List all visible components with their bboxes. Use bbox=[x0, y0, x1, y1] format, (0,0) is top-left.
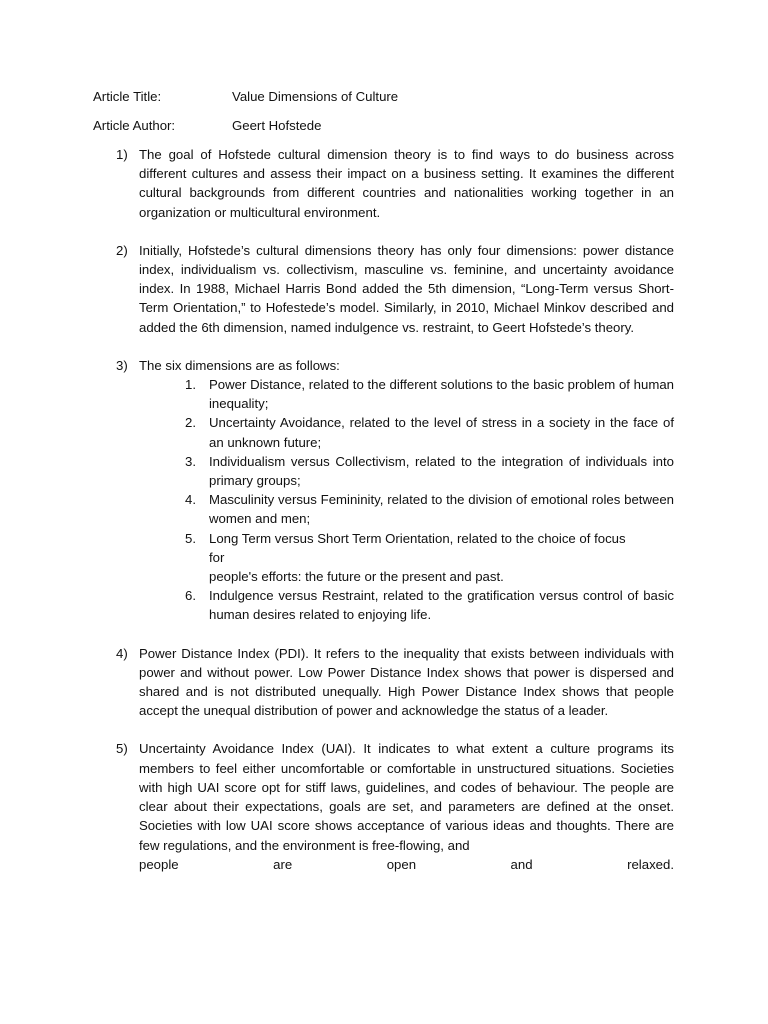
item-number: 5) bbox=[116, 741, 128, 757]
sublist-item bbox=[0, 490, 768, 528]
article-title-label: Article Title: bbox=[93, 89, 162, 104]
item-number: 3) bbox=[116, 357, 128, 373]
sublist-item bbox=[0, 529, 768, 587]
item-text: Power Distance Index (PDI). It refers to the inequality that exists between individuals with power and without power. Low Power Distance Index shows that power is dispersed and shared and is not distributed unequally. High Power Distance Index shows that people accept the unequal distribution of power and acknowledge the status of a leader. bbox=[139, 645, 674, 719]
item-last-line: people are open and relaxed. bbox=[139, 856, 674, 872]
subitem-line: for bbox=[209, 549, 225, 565]
list-item bbox=[0, 739, 768, 873]
sublist-item bbox=[0, 452, 768, 490]
article-author-value: Geert Hofstede bbox=[232, 118, 322, 133]
list-item bbox=[0, 644, 768, 721]
item-number: 2) bbox=[116, 242, 128, 258]
list-item bbox=[0, 145, 768, 222]
dimensions-sublist bbox=[0, 375, 768, 625]
subitem-line: people's efforts: the future or the present and past. bbox=[209, 569, 504, 585]
list-item bbox=[0, 356, 768, 625]
sublist-item bbox=[0, 375, 768, 413]
subitem-text: Masculinity versus Femininity, related to the division of emotional roles between women and men; bbox=[209, 492, 674, 527]
subitem-number: 4. bbox=[185, 492, 196, 508]
subitem-number: 1. bbox=[185, 377, 196, 393]
subitem-text: Individualism versus Collectivism, related to the integration of individuals into primary groups; bbox=[209, 453, 674, 489]
article-author-label: Article Author: bbox=[93, 118, 176, 133]
subitem-text: Indulgence versus Restraint, related to the gratification versus control of basic human desires related to enjoying life. bbox=[209, 588, 674, 623]
item-text: The six dimensions are as follows: bbox=[139, 357, 340, 373]
sublist-item bbox=[0, 413, 768, 451]
subitem-number: 2. bbox=[185, 415, 196, 431]
item-text: Uncertainty Avoidance Index (UAI). It indicates to what extent a culture programs its members to feel either uncomfortable or comfortable in unstructured situations. Societies with high UAI score opt for stiff laws, guidelines, and codes of behaviour. The people are clear about their expectations, goals are set, and parameters are defined at the onset. Societies with low UAI score shows acceptance of various ideas and thoughts. There are few regulations, and the environment is free-flowing, and bbox=[139, 741, 674, 853]
article-title-value: Value Dimensions of Culture bbox=[232, 89, 399, 104]
item-text: The goal of Hofstede cultural dimension theory is to find ways to do business across different cultures and assess their impact on a business setting. It examines the different cultural backgrounds from different countries and nationalities working together in an organization or multicultural environment. bbox=[139, 147, 674, 220]
item-number: 4) bbox=[116, 645, 128, 661]
item-text: Initially, Hofstede’s cultural dimensions theory has only four dimensions: power distance index, individualism vs. collectivism, masculine vs. feminine, and uncertainty avoidance index. In 1988, Michael Harris Bond added the 5th dimension, “Long-Term versus Short-Term Orientation,” to Hofestede’s model. Similarly, in 2010, Michael Minkov described and added the 6th dimension, named indulgence vs. restraint, to Geert Hofstede’s theory. bbox=[139, 242, 674, 335]
numbered-list bbox=[0, 145, 768, 893]
sublist-item bbox=[0, 586, 768, 624]
subitem-line: Long Term versus Short Term Orientation, related to the choice of focus bbox=[209, 530, 626, 546]
subitem-text: Power Distance, related to the different solutions to the basic problem of human inequality; bbox=[209, 377, 674, 412]
subitem-number: 3. bbox=[185, 453, 196, 469]
subitem-text bbox=[209, 529, 674, 587]
item-number: 1) bbox=[116, 147, 128, 162]
subitem-text: Uncertainty Avoidance, related to the level of stress in a society in the face of an unknown future; bbox=[209, 415, 674, 450]
subitem-number: 6. bbox=[185, 588, 196, 604]
subitem-number: 5. bbox=[185, 530, 196, 546]
list-item bbox=[0, 241, 768, 337]
